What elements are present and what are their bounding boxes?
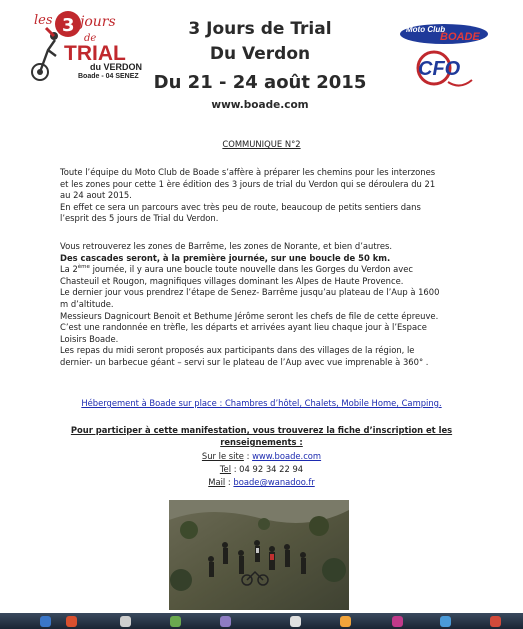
tel-label: Tel: [219, 464, 232, 474]
paragraph-details: [60, 241, 480, 369]
participate-heading: [0, 424, 523, 448]
header-website[interactable]: www.boade.com: [211, 99, 309, 111]
header-title-line1: 3 Jours de Trial: [188, 19, 332, 39]
text-line: dernier- un barbecue géant – servi sur le plateau de l’Aup avec vue imprenable à 360° .: [60, 356, 429, 367]
mail-link[interactable]: boade@wanadoo.fr: [233, 477, 315, 487]
text-line: En effet ce sera un parcours avec très peu de route, beaucoup de petits sentiers dans: [60, 201, 421, 212]
logo-boade-text: BOADE: [440, 31, 480, 43]
separator: :: [225, 477, 234, 487]
svg-text:3: 3: [62, 15, 75, 36]
text-line: renseignements :: [220, 437, 303, 447]
text-line: Toute l’équipe du Moto Club de Boade s’affère à préparer les chemins pour les interzones: [60, 167, 436, 177]
text-line: et les zones pour cette 1 ère édition des 3 jours de trial du Verdon qui se déroulera du 21: [60, 178, 436, 189]
moto-club-boade-logo: [398, 20, 490, 100]
taskbar: [0, 613, 523, 629]
logo-club-text: Moto Club: [406, 25, 446, 34]
svg-text:de: de: [84, 33, 97, 44]
communique-heading: COMMUNIQUE N°2: [222, 139, 301, 149]
svg-text:les: les: [34, 13, 53, 28]
logo-verdon-text: du VERDON: [90, 62, 143, 72]
app-icon[interactable]: [40, 616, 51, 627]
app-icon[interactable]: [340, 616, 351, 627]
hebergement-link[interactable]: Hébergement à Boade sur place : Chambres d’hôtel, Chalets, Mobile Home, Camping.: [81, 398, 442, 408]
text-line: Messieurs Dagnicourt Benoit et Bethume Jérôme seront les chefs de file de cette épreuve.: [60, 310, 439, 321]
text-line: Chasteuil et Rougon, magnifiques villages dominant les Alpes de Haute Provence.: [60, 275, 404, 286]
app-icon[interactable]: [392, 616, 403, 627]
text-line: Les repas du midi seront proposés aux participants dans des villages de la région, le: [60, 345, 415, 356]
text-fragment: journée, il y aura une boucle toute nouvelle dans les Gorges du Verdon avec: [89, 264, 414, 275]
header-title-line2: Du Verdon: [209, 44, 311, 64]
app-icon[interactable]: [440, 616, 451, 627]
mail-label: Mail: [208, 477, 226, 487]
text-line: Loisirs Boade.: [60, 333, 119, 344]
site-label: Sur le site: [201, 451, 244, 461]
app-icon[interactable]: [220, 616, 231, 627]
svg-text:jours: jours: [80, 14, 116, 30]
site-link[interactable]: www.boade.com: [252, 451, 322, 461]
group-photo: [169, 500, 349, 610]
app-icon[interactable]: [290, 616, 301, 627]
cfo-logo: CFO: [418, 58, 461, 80]
text-line: [60, 264, 480, 276]
boade-logo-graphic: [398, 20, 490, 100]
app-icon[interactable]: [490, 616, 501, 627]
contact-site-row: [0, 450, 523, 463]
contact-mail-row: [0, 476, 523, 489]
text-line: m d’altitude.: [60, 298, 114, 309]
paragraph-intro: [60, 167, 480, 225]
logo-location-text: Boade - 04 SENEZ: [78, 73, 139, 80]
text-line: C’est une randonnée en trèfle, les départs et arrivées ayant lieu chaque jour à l’Espace: [60, 322, 427, 333]
app-icon[interactable]: [120, 616, 131, 627]
text-line: Des cascades seront, à la première journée, sur une boucle de 50 km.: [60, 252, 391, 263]
text-line: Vous retrouverez les zones de Barrême, les zones de Norante, et bien d’autres.: [60, 241, 393, 251]
group-photo-graphic: [169, 500, 349, 610]
trial-motorbike-logo: [28, 6, 143, 88]
trial-word: TRIAL: [64, 42, 126, 65]
text-line: l’esprit des 5 jours de Trial du Verdon.: [60, 213, 219, 224]
contact-block: [0, 450, 523, 489]
header-dates: Du 21 - 24 août 2015: [153, 72, 367, 93]
contact-tel-row: [0, 463, 523, 476]
app-icon[interactable]: [66, 616, 77, 627]
text-line: Le dernier jour vous prendrez l’étape de Senez- Barrême jusqu’au plateau de l’Aup à 1600: [60, 287, 440, 298]
superscript: ème: [77, 264, 90, 271]
text-fragment: La 2: [60, 264, 78, 275]
text-line: au 24 aout 2015.: [60, 190, 132, 201]
separator: :: [243, 451, 253, 461]
app-icon[interactable]: [170, 616, 181, 627]
tel-value: : 04 92 34 22 94: [231, 464, 304, 474]
text-line: Pour participer à cette manifestation, vous trouverez la fiche d’inscription et les: [70, 425, 453, 435]
